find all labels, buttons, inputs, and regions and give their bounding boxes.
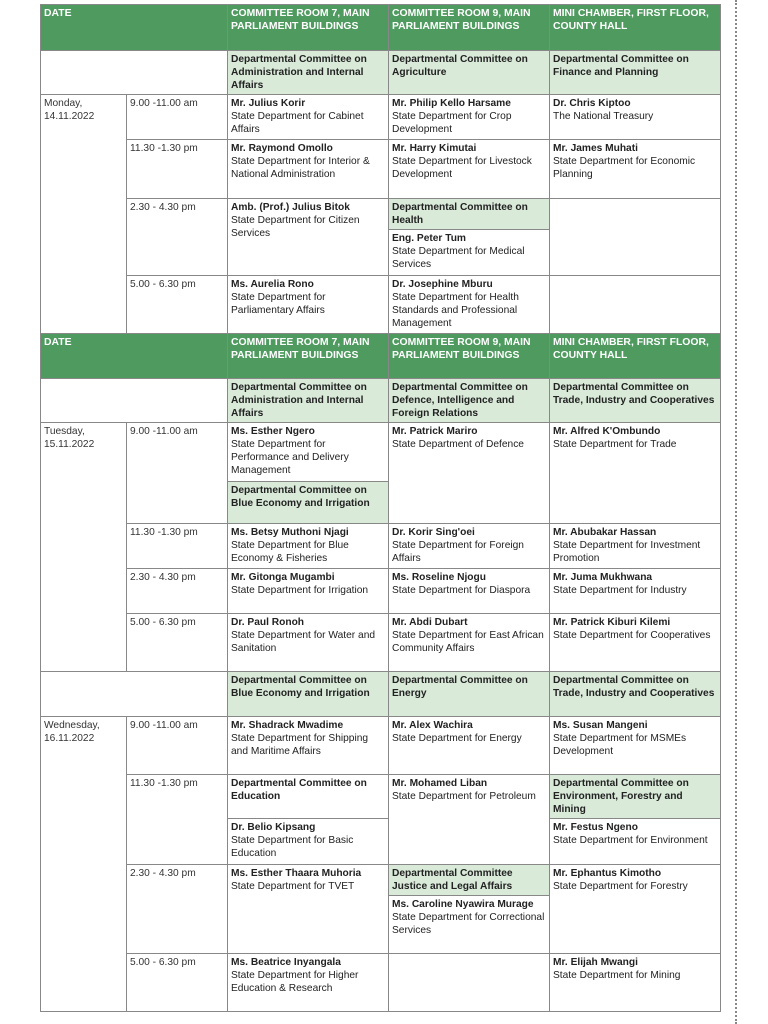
official-cell: [389, 775, 550, 865]
official-cell: [228, 819, 389, 865]
official-cell: [389, 276, 550, 334]
official-dept: State Department for Cooperatives: [553, 630, 711, 641]
official-dept: State Department for Diaspora: [392, 585, 531, 596]
official-cell: [550, 569, 721, 614]
empty-cell: [41, 379, 228, 423]
official-dept: State Department for Investment Promotion: [553, 540, 701, 564]
official-dept: State Department for Blue Economy & Fisheries: [231, 540, 349, 564]
official-cell: [389, 896, 550, 954]
official-dept: State Department for Interior & National Administration: [231, 156, 370, 180]
official-name: Dr. Paul Ronoh: [231, 617, 305, 628]
official-cell: [550, 865, 721, 954]
official-dept: State Department for Higher Education & Research: [231, 970, 359, 994]
official-cell: [228, 865, 389, 954]
official-name: Amb. (Prof.) Julius Bitok: [231, 202, 350, 213]
official-name: Dr. Josephine Mburu: [392, 279, 493, 290]
official-name: Dr. Belio Kipsang: [231, 822, 316, 833]
official-dept: State Department for Irrigation: [231, 585, 369, 596]
official-dept: State Department for Performance and Delivery Management: [231, 439, 349, 476]
official-cell: [550, 819, 721, 865]
official-cell: [389, 95, 550, 140]
official-name: Mr. Raymond Omollo: [231, 143, 333, 154]
official-dept: State Department for TVET: [231, 881, 355, 892]
official-cell: [228, 717, 389, 775]
official-dept: State Department for Forestry: [553, 881, 688, 892]
official-dept: State Department for Economic Planning: [553, 156, 696, 180]
official-dept: The National Treasury: [553, 111, 654, 122]
official-cell: [550, 717, 721, 775]
official-name: Mr. James Muhati: [553, 143, 638, 154]
time-cell: 2.30 - 4.30 pm: [127, 569, 228, 614]
official-dept: State Department for Water and Sanitation: [231, 630, 376, 654]
time-cell: 9.00 -11.00 am: [127, 95, 228, 140]
official-dept: State Department of Defence: [392, 439, 524, 450]
official-cell: [228, 199, 389, 276]
committee-label: Departmental Committee on Education: [228, 775, 389, 819]
committee-label: Departmental Committee on Energy: [389, 672, 550, 717]
official-cell: [389, 423, 550, 524]
official-cell: [550, 954, 721, 1012]
official-name: Mr. Alex Wachira: [392, 720, 473, 731]
official-name: Mr. Festus Ngeno: [553, 822, 638, 833]
official-dept: State Department for MSMEs Development: [553, 733, 687, 757]
official-cell: [389, 569, 550, 614]
official-cell: [228, 140, 389, 199]
table-row: [41, 524, 721, 569]
date-cell: Monday, 14.11.2022: [41, 95, 127, 334]
official-dept: State Department for Medical Services: [392, 246, 525, 270]
official-dept: State Department for Shipping and Maritime Affairs: [231, 733, 369, 757]
official-dept: State Department for Livestock Development: [392, 156, 532, 180]
official-name: Mr. Mohamed Liban: [392, 778, 488, 789]
official-cell: [389, 230, 550, 276]
committee-label: Departmental Committee on Blue Economy and Irrigation: [228, 672, 389, 717]
official-name: Eng. Peter Tum: [392, 233, 466, 244]
official-name: Mr. Harry Kimutai: [392, 143, 477, 154]
official-cell: [389, 524, 550, 569]
official-name: Mr. Philip Kello Harsame: [392, 98, 511, 109]
time-cell: 5.00 - 6.30 pm: [127, 614, 228, 672]
header-mini-chamber: MINI CHAMBER, FIRST FLOOR, COUNTY HALL: [550, 5, 721, 51]
schedule-table: [40, 4, 721, 1012]
official-cell: [389, 614, 550, 672]
time-cell: 5.00 - 6.30 pm: [127, 276, 228, 334]
official-cell: [550, 423, 721, 524]
committee-label: Departmental Committee on Environment, Forestry and Mining: [550, 775, 721, 819]
official-cell: [228, 614, 389, 672]
official-name: Ms. Beatrice Inyangala: [231, 957, 341, 968]
header-row: [41, 334, 721, 379]
official-name: Dr. Korir Sing'oei: [392, 527, 475, 538]
official-dept: State Department for Environment: [553, 835, 708, 846]
official-name: Mr. Juma Mukhwana: [553, 572, 653, 583]
time-cell: 11.30 -1.30 pm: [127, 524, 228, 569]
official-dept: State Department for Mining: [553, 970, 681, 981]
time-cell: 2.30 - 4.30 pm: [127, 199, 228, 276]
time-cell: 11.30 -1.30 pm: [127, 775, 228, 865]
header-row: [41, 5, 721, 51]
date-cell: Tuesday, 15.11.2022: [41, 423, 127, 672]
official-dept: State Department for Industry: [553, 585, 687, 596]
official-name: Mr. Patrick Kiburi Kilemi: [553, 617, 671, 628]
committee-label: Departmental Committee on Trade, Industry and Cooperatives: [550, 379, 721, 423]
table-row: [41, 199, 721, 230]
header-room7: COMMITTEE ROOM 7, MAIN PARLIAMENT BUILDINGS: [228, 334, 389, 379]
official-dept: State Department for Basic Education: [231, 835, 354, 859]
official-dept: State Department for Crop Development: [392, 111, 512, 135]
official-name: Mr. Patrick Mariro: [392, 426, 478, 437]
official-dept: State Department for Trade: [553, 439, 677, 450]
header-date: DATE: [41, 5, 228, 51]
committee-label: Departmental Committee on Blue Economy and Irrigation: [228, 482, 389, 524]
table-row: [41, 717, 721, 775]
committee-row: [41, 51, 721, 95]
official-name: Mr. Julius Korir: [231, 98, 306, 109]
official-dept: State Department for Correctional Services: [392, 912, 545, 936]
time-cell: 9.00 -11.00 am: [127, 717, 228, 775]
official-name: Ms. Susan Mangeni: [553, 720, 648, 731]
perforation-divider: [735, 0, 737, 1024]
official-cell: [228, 276, 389, 334]
official-dept: State Department for Cabinet Affairs: [231, 111, 364, 135]
official-cell: [389, 717, 550, 775]
official-name: Mr. Ephantus Kimotho: [553, 868, 662, 879]
official-dept: State Department for Citizen Services: [231, 215, 360, 239]
official-name: Ms. Aurelia Rono: [231, 279, 314, 290]
table-row: [41, 569, 721, 614]
official-cell: [228, 423, 389, 482]
official-name: Mr. Abubakar Hassan: [553, 527, 657, 538]
table-row: [41, 95, 721, 140]
empty-cell: [389, 954, 550, 1012]
official-cell: [550, 614, 721, 672]
empty-cell: [41, 672, 228, 717]
table-row: [41, 276, 721, 334]
official-dept: State Department for Health Standards and Professional Management: [392, 292, 519, 329]
official-dept: State Department for Energy: [392, 733, 522, 744]
official-name: Ms. Betsy Muthoni Njagi: [231, 527, 349, 538]
committee-label: Departmental Committee on Finance and Planning: [550, 51, 721, 95]
committee-label: Departmental Committee on Administration and Internal Affairs: [228, 379, 389, 423]
official-cell: [550, 140, 721, 199]
official-cell: [228, 569, 389, 614]
table-row: [41, 954, 721, 1012]
official-dept: State Department for East African Community Affairs: [392, 630, 544, 654]
committee-label: Departmental Committee on Trade, Industry and Cooperatives: [550, 672, 721, 717]
table-row: [41, 775, 721, 819]
official-name: Ms. Esther Ngero: [231, 426, 315, 437]
official-name: Ms. Roseline Njogu: [392, 572, 486, 583]
official-name: Dr. Chris Kiptoo: [553, 98, 631, 109]
table-row: [41, 614, 721, 672]
committee-label: Departmental Committee on Administration and Internal Affairs: [228, 51, 389, 95]
official-name: Mr. Elijah Mwangi: [553, 957, 638, 968]
date-cell: Wednesday, 16.11.2022: [41, 717, 127, 1012]
table-row: [41, 140, 721, 199]
official-name: Mr. Shadrack Mwadime: [231, 720, 344, 731]
header-room7: COMMITTEE ROOM 7, MAIN PARLIAMENT BUILDINGS: [228, 5, 389, 51]
header-room9: COMMITTEE ROOM 9, MAIN PARLIAMENT BUILDINGS: [389, 5, 550, 51]
time-cell: 2.30 - 4.30 pm: [127, 865, 228, 954]
committee-label: Departmental Committee Justice and Legal Affairs: [389, 865, 550, 896]
official-dept: State Department for Foreign Affairs: [392, 540, 524, 564]
official-name: Mr. Gitonga Mugambi: [231, 572, 335, 583]
committee-row: [41, 379, 721, 423]
committee-row: [41, 672, 721, 717]
empty-cell: [550, 199, 721, 276]
official-name: Ms. Esther Thaara Muhoria: [231, 868, 362, 879]
time-cell: 9.00 -11.00 am: [127, 423, 228, 524]
header-date: DATE: [41, 334, 228, 379]
committee-label: Departmental Committee on Defence, Intelligence and Foreign Relations: [389, 379, 550, 423]
official-cell: [550, 95, 721, 140]
official-cell: [228, 95, 389, 140]
official-name: Mr. Alfred K'Ombundo: [553, 426, 661, 437]
official-name: Ms. Caroline Nyawira Murage: [392, 899, 534, 910]
table-row: [41, 865, 721, 896]
official-cell: [389, 140, 550, 199]
official-name: Mr. Abdi Dubart: [392, 617, 468, 628]
official-cell: [228, 954, 389, 1012]
official-cell: [550, 524, 721, 569]
table-row: [41, 423, 721, 482]
time-cell: 5.00 - 6.30 pm: [127, 954, 228, 1012]
header-room9: COMMITTEE ROOM 9, MAIN PARLIAMENT BUILDINGS: [389, 334, 550, 379]
committee-label: Departmental Committee on Agriculture: [389, 51, 550, 95]
time-cell: 11.30 -1.30 pm: [127, 140, 228, 199]
committee-label: Departmental Committee on Health: [389, 199, 550, 230]
official-cell: [228, 524, 389, 569]
official-dept: State Department for Parliamentary Affairs: [231, 292, 326, 316]
empty-cell: [550, 276, 721, 334]
official-dept: State Department for Petroleum: [392, 791, 536, 802]
empty-cell: [41, 51, 228, 95]
header-mini-chamber: MINI CHAMBER, FIRST FLOOR, COUNTY HALL: [550, 334, 721, 379]
